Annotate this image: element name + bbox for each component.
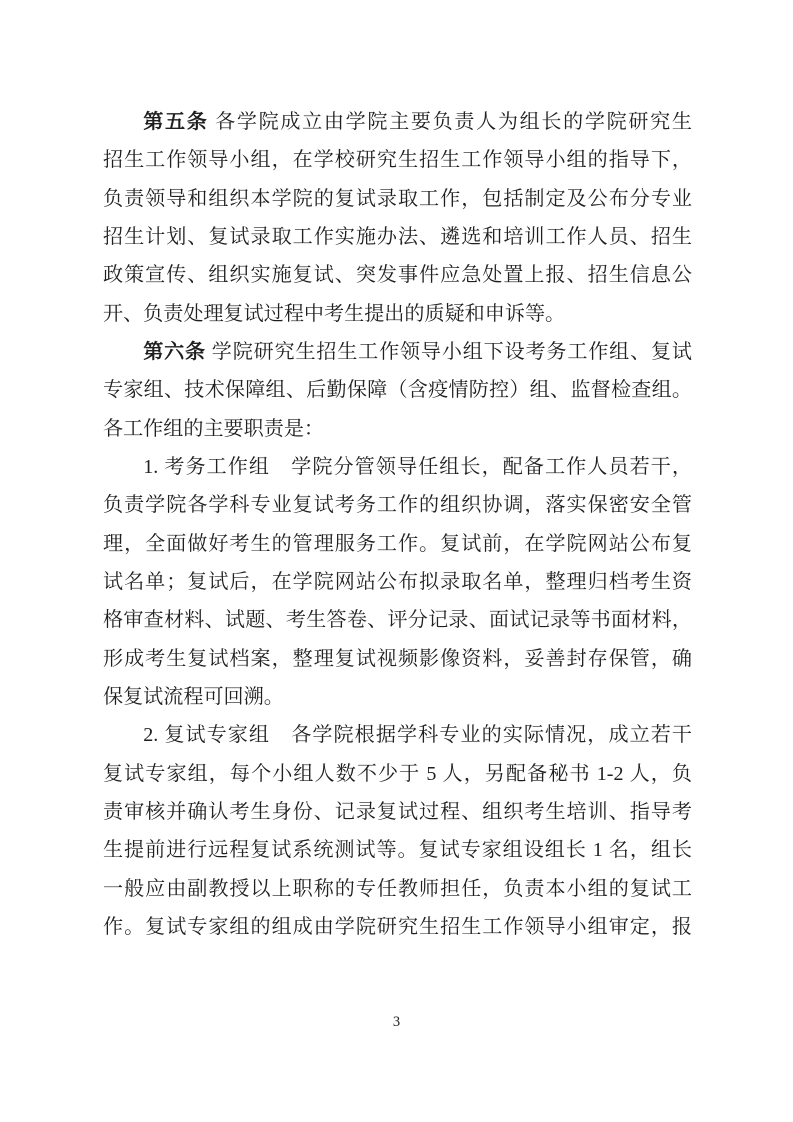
text-run: 学院研究生招生工作领导小组下设考务工作组、复试: [205, 340, 692, 363]
article-heading: 第六条: [143, 340, 206, 363]
text-run: 试名单；复试后，在学院网站公布拟录取名单，整理归档考生资: [103, 570, 692, 593]
text-line: [103, 601, 692, 639]
text-run: 生提前进行远程复试系统测试等。复试专家组设组长 1 名，组长: [103, 839, 692, 862]
text-line: [103, 103, 692, 141]
text-run: 1. 考务工作组 学院分管领导任组长，配备工作人员若干，: [143, 455, 692, 478]
text-run: 一般应由副教授以上职称的专任教师担任，负责本小组的复试工: [103, 877, 692, 900]
text-line: [103, 563, 692, 601]
text-line: [103, 295, 692, 333]
text-line: [103, 256, 692, 294]
text-run: 各工作组的主要职责是：: [103, 417, 325, 440]
text-run: 招生工作领导小组，在学校研究生招生工作领导小组的指导下，: [103, 149, 692, 172]
text-line: [103, 831, 692, 869]
text-line: [103, 486, 692, 524]
text-line: [103, 870, 692, 908]
text-line: [103, 525, 692, 563]
page-number: 3: [392, 1014, 401, 1030]
text-run: 作。复试专家组的组成由学院研究生招生工作领导小组审定，报: [103, 915, 692, 938]
text-line: [103, 640, 692, 678]
text-line: [103, 755, 692, 793]
text-run: 2. 复试专家组 各学院根据学科专业的实际情况，成立若干: [143, 724, 692, 747]
text-line: [103, 716, 692, 754]
text-run: 责审核并确认考生身份、记录复试过程、组织考生培训、指导考: [103, 800, 692, 823]
text-run: 政策宣传、组织实施复试、突发事件应急处置上报、招生信息公: [103, 264, 692, 287]
text-line: [103, 908, 692, 946]
article-heading: 第五条: [143, 111, 209, 133]
text-run: 保复试流程可回溯。: [103, 685, 284, 708]
text-run: 格审查材料、试题、考生答卷、评分记录、面试记录等书面材料，: [103, 609, 692, 632]
text-run: 专家组、技术保障组、后勤保障（含疫情防控）组、监督检查组。: [103, 379, 692, 402]
text-line: [103, 371, 692, 409]
text-run: 各学院成立由学院主要负责人为组长的学院研究生: [208, 111, 693, 133]
text-run: 招生计划、复试录取工作实施办法、遴选和培训工作人员、招生: [103, 225, 692, 248]
text-run: 理，全面做好考生的管理服务工作。复试前，在学院网站公布复: [103, 532, 692, 555]
text-run: 负责学院各学科专业复试考务工作的组织协调，落实保密安全管: [103, 494, 692, 517]
text-run: 形成考生复试档案，整理复试视频影像资料，妥善封存保管，确: [103, 647, 692, 670]
text-run: 复试专家组，每个小组人数不少于 5 人，另配备秘书 1-2 人，负: [103, 762, 692, 785]
text-run: 负责领导和组织本学院的复试录取工作，包括制定及公布分专业: [103, 187, 692, 210]
text-run: 开、负责处理复试过程中考生提出的质疑和申诉等。: [103, 302, 566, 325]
document-body: [103, 103, 692, 946]
text-line: [103, 141, 692, 179]
text-line: [103, 793, 692, 831]
text-line: [103, 448, 692, 486]
text-line: [103, 180, 692, 218]
text-line: [103, 333, 692, 371]
text-line: [103, 218, 692, 256]
text-line: [103, 678, 692, 716]
text-line: [103, 410, 692, 448]
